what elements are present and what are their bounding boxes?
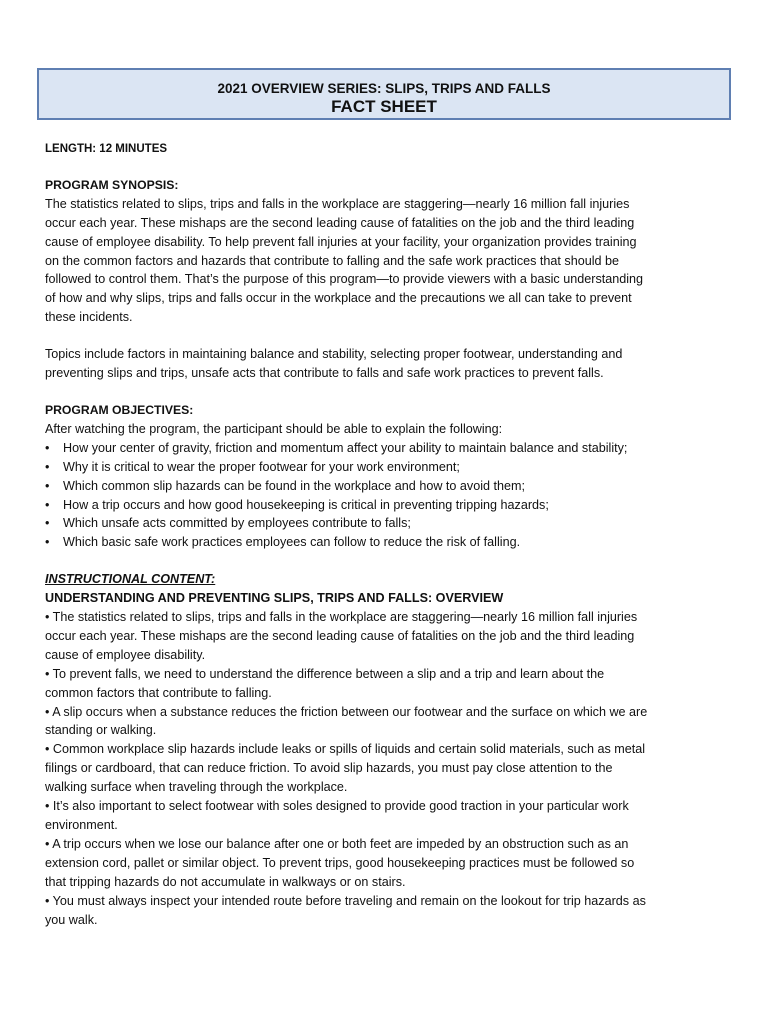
synopsis-text [45, 195, 735, 327]
text-line: occur each year. These mishaps are the second leading cause of fatalities on the job and the third leading [45, 628, 635, 643]
series-title: 2021 OVERVIEW SERIES: SLIPS, TRIPS AND FALLS [217, 81, 551, 96]
text-line: cause of employee disability. To help prevent fall injuries at your facility, your organization provides training [45, 234, 637, 249]
instructional-heading: INSTRUCTIONAL CONTENT: [45, 572, 216, 587]
text-line: • Common workplace slip hazards include leaks or spills of liquids and certain solid materials, such as metal [45, 742, 646, 757]
program-length: LENGTH: 12 MINUTES [45, 143, 168, 155]
text-line: occur each year. These mishaps are the second leading cause of fatalities on the job and the third leading [45, 215, 635, 230]
text-line: The statistics related to slips, trips and falls in the workplace are staggering—nearly 16 million fall injuries [45, 196, 630, 211]
text-line: common factors that contribute to falling. [45, 685, 272, 700]
text-line: • To prevent falls, we need to understand the difference between a slip and a trip and learn about the [45, 666, 605, 681]
text-line: • A slip occurs when a substance reduces the friction between our footwear and the surface on which we are [45, 704, 648, 719]
objectives-heading: PROGRAM OBJECTIVES: [45, 402, 194, 417]
objectives-intro: After watching the program, the participant should be able to explain the following: [45, 421, 503, 436]
bullet-icon: • [45, 535, 50, 550]
text-line: environment. [45, 818, 118, 832]
objectives-list [45, 439, 735, 552]
text-line: • It’s also important to select footwear with soles designed to provide good traction in your particular work [45, 799, 629, 814]
text-line: you walk. [45, 912, 98, 927]
text-line: • The statistics related to slips, trips and falls in the workplace are staggering—nearly 16 million fall injuries [45, 610, 638, 625]
list-item: • Which unsafe acts committed by employees contribute to falls; [45, 514, 735, 533]
text-line: of how and why slips, trips and falls occur in the workplace and the precautions we all can take to prevent [45, 291, 632, 306]
list-item: • Why it is critical to wear the proper footwear for your work environment; [45, 458, 735, 477]
instructional-text [45, 608, 735, 929]
text-line: preventing slips and trips, unsafe acts that contribute to falls and safe work practices to prevent falls. [45, 366, 604, 381]
bullet-icon: • [45, 440, 50, 455]
text-line: extension cord, pallet or similar object. To prevent trips, good housekeeping practices must be followed so [45, 855, 635, 870]
text-line: followed to control them. That’s the purpose of this program—to provide viewers with a basic understanding [45, 272, 644, 287]
synopsis-heading: PROGRAM SYNOPSIS: [45, 177, 179, 192]
text-line: that tripping hazards do not accumulate in walkways or on stairs. [45, 874, 406, 889]
fact-sheet-title: FACT SHEET [331, 97, 437, 116]
text-line: Topics include factors in maintaining balance and stability, selecting proper footwear, understanding and [45, 347, 623, 362]
text-line: these incidents. [45, 310, 133, 325]
list-item: • Which common slip hazards can be found in the workplace and how to avoid them; [45, 477, 735, 496]
bullet-icon: • [45, 497, 50, 512]
text-line: on the common factors and hazards that contribute to falling and the safe work practices that should be [45, 253, 620, 268]
text-line: standing or walking. [45, 723, 157, 738]
bullet-icon: • [45, 478, 50, 493]
text-line: • You must always inspect your intended route before traveling and remain on the lookout for trip hazards as [45, 893, 646, 908]
list-item: • How your center of gravity, friction and momentum affect your ability to maintain balance and stability; [45, 439, 735, 458]
bullet-icon: • [45, 516, 50, 531]
title-banner [37, 68, 731, 120]
topics-text [45, 345, 735, 383]
text-line: cause of employee disability. [45, 647, 206, 662]
list-item: • How a trip occurs and how good housekeeping is critical in preventing tripping hazards; [45, 496, 735, 515]
bullet-icon: • [45, 459, 50, 474]
text-line: walking surface when traveling through the workplace. [45, 780, 348, 795]
overview-subheading: UNDERSTANDING AND PREVENTING SLIPS, TRIPS AND FALLS: OVERVIEW [45, 591, 504, 606]
text-line: filings or cardboard, that can reduce friction. To avoid slip hazards, you must pay close attention to the [45, 761, 613, 776]
text-line: • A trip occurs when we lose our balance after one or both feet are impeded by an obstruction such as an [45, 836, 629, 851]
document-body [45, 140, 735, 929]
list-item: • Which basic safe work practices employees can follow to reduce the risk of falling. [45, 533, 735, 552]
